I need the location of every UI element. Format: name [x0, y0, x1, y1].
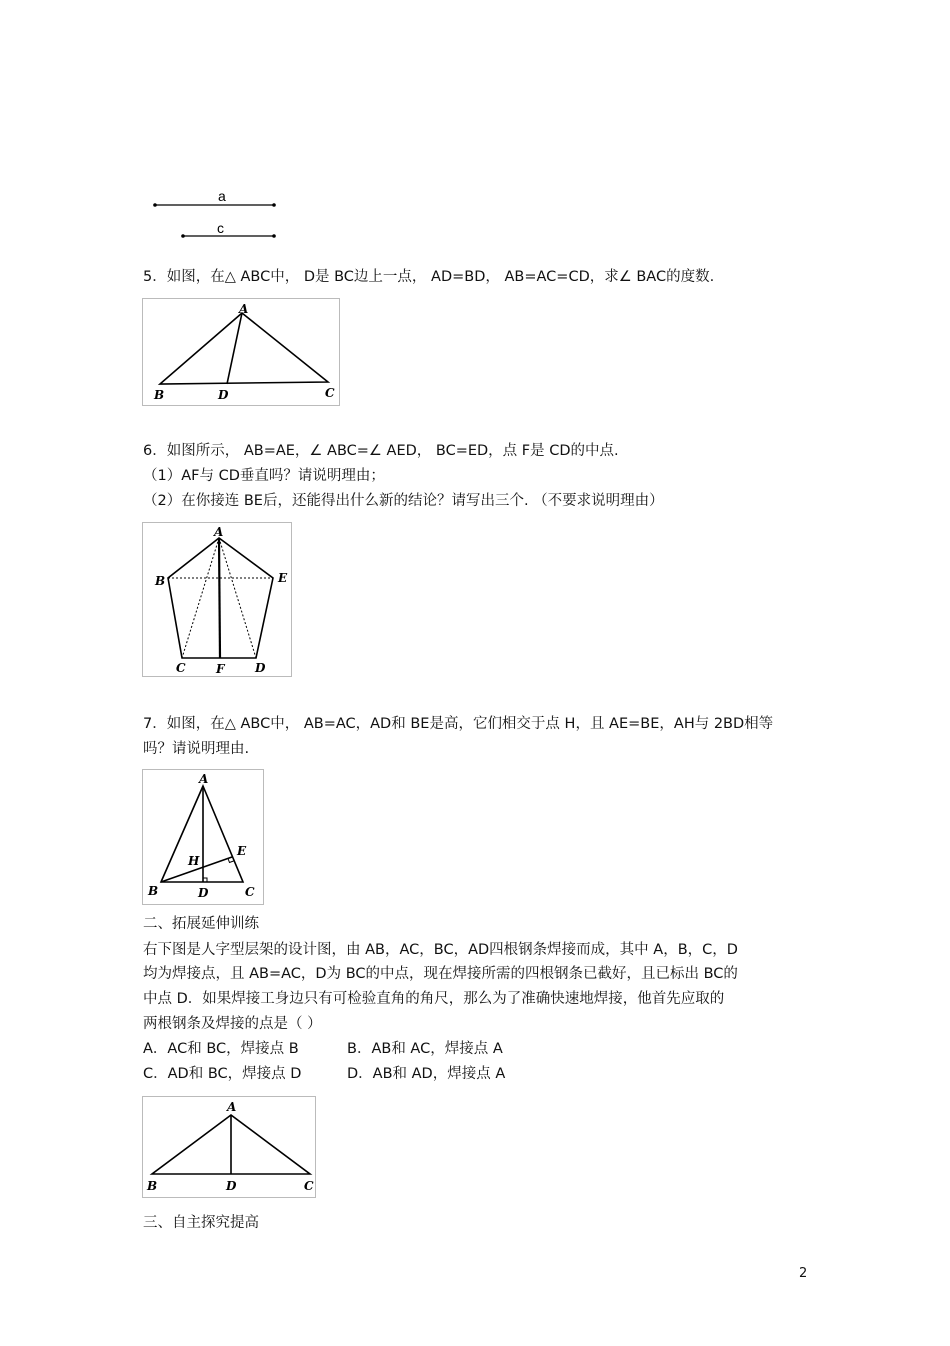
section2-line-4: 两根钢条及焊接的点是（ ） — [143, 1016, 322, 1032]
q6-line-1: 6．如图所示， AB=AE，∠ ABC=∠ AED， BC=ED，点 F是 CD的中点. — [143, 443, 619, 459]
q7-label-a: A — [199, 772, 209, 786]
segment-diagram — [150, 185, 280, 245]
q7-label-h: H — [188, 854, 200, 868]
q5-figure — [142, 298, 340, 406]
q6-segment-ad-dashed — [219, 538, 256, 658]
segment-a-end-dot — [272, 203, 276, 207]
page-number: 2 — [799, 1266, 808, 1281]
option-d: D．AB和 AD，焊接点 A — [347, 1066, 506, 1082]
q7-figure — [142, 769, 264, 905]
segment-c-label: c — [217, 220, 224, 236]
section2-line-3: 中点 D．如果焊接工身边只有可检验直角的角尺，那么为了准确快速地焊接，他首先应取的 — [143, 991, 725, 1007]
option-b: B．AB和 AC，焊接点 A — [347, 1041, 503, 1057]
q5-label-c: C — [325, 386, 335, 400]
q5-label-a: A — [239, 302, 249, 316]
q7-label-c: C — [245, 885, 255, 899]
q5-label-d: D — [218, 388, 229, 402]
q6-line-2: （1）AF与 CD垂直吗？请说明理由； — [143, 468, 385, 484]
section2-label-d: D — [226, 1179, 237, 1193]
section2-truss-diagram — [142, 1096, 316, 1198]
section2-figure — [142, 1096, 316, 1198]
section2-label-b: B — [147, 1179, 158, 1193]
q7-triangle-diagram — [142, 769, 264, 905]
section2-label-a: A — [227, 1100, 237, 1114]
segment-figure — [150, 185, 280, 245]
segment-c-end-dot — [272, 234, 276, 238]
q6-segment-af — [219, 538, 220, 658]
section2-label-c: C — [304, 1179, 314, 1193]
q6-label-a: A — [214, 525, 224, 539]
q7-label-b: B — [148, 884, 159, 898]
q6-label-d: D — [255, 661, 266, 675]
option-c: C．AD和 BC，焊接点 D — [143, 1066, 302, 1082]
q7-line-2: 吗？请说明理由. — [143, 741, 250, 757]
q7-label-d: D — [198, 886, 209, 900]
segment-a-start-dot — [153, 203, 157, 207]
option-a: A．AC和 BC，焊接点 B — [143, 1041, 299, 1057]
q6-label-e: E — [278, 571, 288, 585]
section2-line-1: 右下图是人字型层架的设计图，由 AB，AC，BC，AD四根钢条焊接而成，其中 A，B，C，D — [143, 942, 738, 958]
segment-c-start-dot — [181, 234, 185, 238]
q6-label-f: F — [216, 662, 225, 676]
segment-a-label: a — [218, 188, 226, 204]
q5-triangle-abc — [160, 313, 328, 384]
q5-label-b: B — [154, 388, 165, 402]
q7-line-1: 7．如图，在△ ABC中， AB=AC，AD和 BE是高，它们相交于点 H，且 AE=BE，AH与 2BD相等 — [143, 716, 774, 732]
q5-text: 5．如图，在△ ABC中， D是 BC边上一点， AD=BD， AB=AC=CD，求∠ BAC的度数. — [143, 269, 715, 285]
q6-pentagon-diagram — [142, 522, 292, 677]
q6-label-b: B — [155, 574, 166, 588]
q5-triangle-diagram — [142, 298, 340, 406]
section3-heading: 三、自主探究提高 — [143, 1215, 259, 1231]
q6-segment-ac-dashed — [182, 538, 219, 658]
q6-figure — [142, 522, 292, 677]
section2-line-2: 均为焊接点，且 AB=AC，D为 BC的中点，现在焊接所需的四根钢条已截好，且已标出 BC的 — [143, 966, 738, 982]
q6-line-3: （2）在你接连 BE后，还能得出什么新的结论？请写出三个. （不要求说明理由） — [143, 493, 664, 509]
q6-label-c: C — [176, 661, 186, 675]
section2-heading: 二、拓展延伸训练 — [143, 916, 259, 932]
q7-label-e: E — [237, 844, 247, 858]
